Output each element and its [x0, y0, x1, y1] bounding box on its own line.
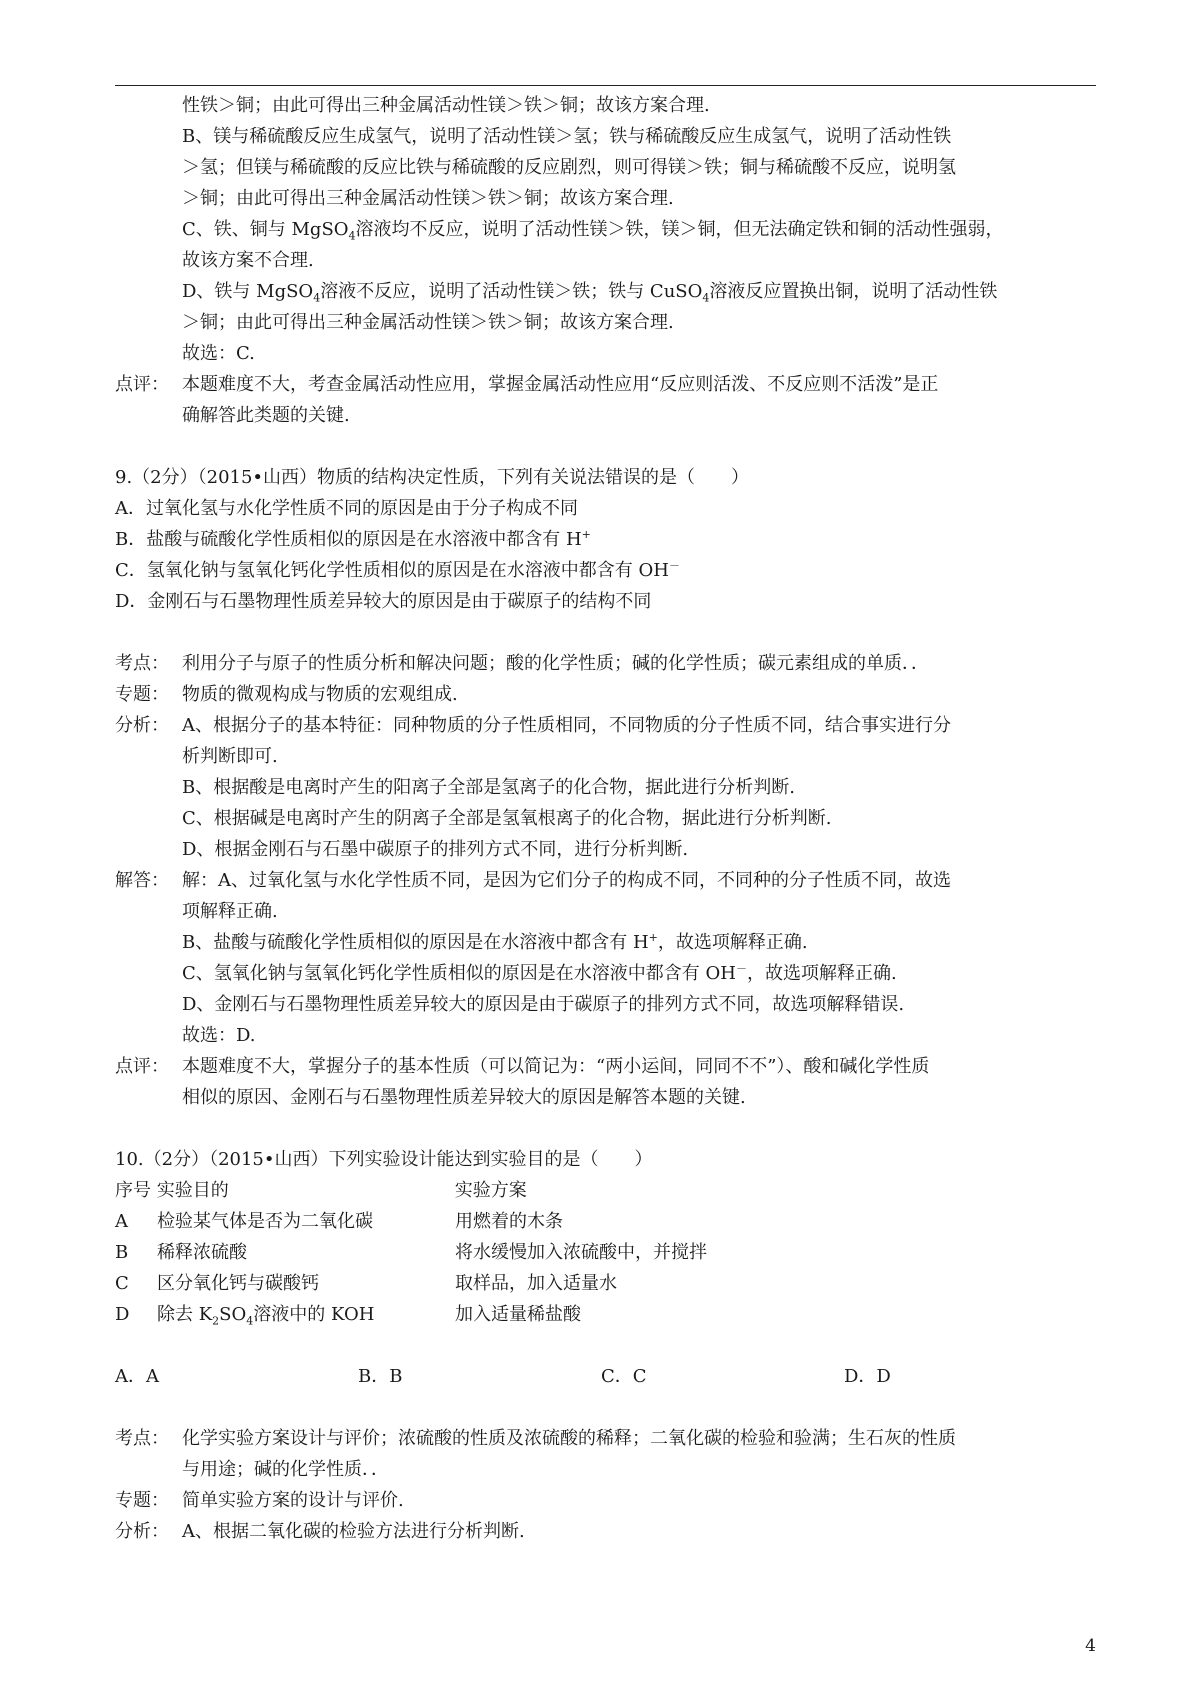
- q10-zhuanti: 专题： 简单实验方案的设计与评价.: [115, 1490, 404, 1511]
- q8-text-line: ＞铜；由此可得出三种金属活动性镁＞铁＞铜；故该方案合理.: [182, 312, 674, 333]
- q9-option-b: B．盐酸与硫酸化学性质相似的原因是在水溶液中都含有 H+: [115, 528, 591, 550]
- q8-text-line: ＞铜；由此可得出三种金属活动性镁＞铁＞铜；故该方案合理.: [182, 188, 674, 209]
- q10-fenxi: 分析： A、根据二氧化碳的检验方法进行分析判断.: [115, 1521, 525, 1542]
- q9-dianping-line: 相似的原因、金刚石与石墨物理性质差异较大的原因是解答本题的关键.: [182, 1087, 746, 1108]
- q8-text-line: ＞氢；但镁与稀硫酸的反应比铁与稀硫酸的反应剧烈，则可得镁＞铁；铜与稀硫酸不反应，说明氢: [182, 157, 956, 178]
- q8-text-line: B、镁与稀硫酸反应生成氢气，说明了活动性镁＞氢；铁与稀硫酸反应生成氢气，说明了活动性铁: [182, 126, 952, 147]
- q9-jieda-line: C、氢氧化钠与氢氧化钙化学性质相似的原因是在水溶液中都含有 OH－，故选项解释正确.: [182, 962, 897, 984]
- q9-jieda-line: D、金刚石与石墨物理性质差异较大的原因是由于碳原子的排列方式不同，故选项解释错误.: [182, 994, 905, 1015]
- q9-question: 9.（2分）（2015•山西）物质的结构决定性质，下列有关说法错误的是（ ）: [115, 467, 750, 488]
- review-label: 点评：: [115, 374, 169, 395]
- q10-table-row: A 检验某气体是否为二氧化碳 用燃着的木条: [115, 1211, 563, 1232]
- q10-table-row: C 区分氧化钙与碳酸钙 取样品，加入适量水: [115, 1273, 617, 1294]
- page-content: [115, 90, 1095, 1547]
- q9-dianping: 点评： 本题难度不大，掌握分子的基本性质（可以简记为：“两小运间，同同不不”）、酸和碱化学性质: [115, 1056, 930, 1077]
- q8-answer: 故选：C.: [182, 343, 255, 364]
- q9-jieda-line: B、盐酸与硫酸化学性质相似的原因是在水溶液中都含有 H+，故选项解释正确.: [182, 931, 808, 953]
- q9-zhuanti: 专题： 物质的微观构成与物质的宏观组成.: [115, 684, 458, 705]
- q9-fenxi-line: 析判断即可.: [182, 746, 278, 767]
- q10-table-row: D 除去 $K_2SO_4$溶液中的 KOH 加入适量稀盐酸: [115, 1304, 581, 1328]
- q10-option-a: A．A: [115, 1366, 159, 1387]
- q9-kaodian: 考点： 利用分子与原子的性质分析和解决问题；酸的化学性质；碱的化学性质；碳元素组成的单质．．: [115, 653, 929, 674]
- header-rule: [115, 85, 1096, 86]
- q8-text-line: 性铁＞铜；由此可得出三种金属活动性镁＞铁＞铜；故该方案合理.: [182, 95, 710, 116]
- q9-fenxi-line: D、根据金刚石与石墨中碳原子的排列方式不同，进行分析判断.: [182, 839, 689, 860]
- q9-option-a: A．过氧化氢与水化学性质不同的原因是由于分子构成不同: [115, 498, 578, 519]
- q8-text-line: C、铁、铜与 MgSO$_4$溶液均不反应，说明了活动性镁＞铁，镁＞铜，但无法确定铁和铜的活动性强弱，: [182, 219, 1004, 243]
- q10-kaodian-line: 与用途；碱的化学性质．．: [182, 1459, 389, 1480]
- q10-option-d: D．D: [844, 1366, 891, 1387]
- q9-fenxi-line: C、根据碱是电离时产生的阴离子全部是氢氧根离子的化合物，据此进行分析判断.: [182, 808, 832, 829]
- q9-option-c: C．氢氧化钠与氢氧化钙化学性质相似的原因是在水溶液中都含有 OH－: [115, 559, 680, 581]
- q9-option-d: D．金刚石与石墨物理性质差异较大的原因是由于碳原子的结构不同: [115, 591, 652, 612]
- q8-review-cont: 确解答此类题的关键.: [182, 405, 350, 426]
- q10-options: [115, 1361, 1095, 1392]
- page-number: 4: [1085, 1636, 1096, 1656]
- q8-review: 点评： 本题难度不大，考查金属活动性应用，掌握金属活动性应用“反应则活泼、不反应则不活泼”是正: [115, 369, 1095, 400]
- q8-text-line: 故该方案不合理.: [182, 250, 314, 271]
- q10-option-c: C．C: [601, 1366, 647, 1387]
- q10-table-header: 序号 实验目的 实验方案: [115, 1180, 527, 1201]
- q8-text-line: D、铁与 MgSO$_4$溶液不反应，说明了活动性镁＞铁；铁与 CuSO$_4$溶液反应置换出铜，说明了活动性铁: [182, 281, 998, 305]
- q10-question: 10.（2分）（2015•山西）下列实验设计能达到实验目的是（ ）: [115, 1149, 653, 1170]
- q9-jieda: 解答： 解：A、过氧化氢与水化学性质不同，是因为它们分子的构成不同，不同种的分子性质不同，故选: [115, 870, 951, 891]
- q9-jieda-line: 项解释正确.: [182, 901, 278, 922]
- q9-fenxi: 分析： A、根据分子的基本特征：同种物质的分子性质相同，不同物质的分子性质不同，结合事实进行分: [115, 715, 951, 736]
- q9-fenxi-line: B、根据酸是电离时产生的阳离子全部是氢离子的化合物，据此进行分析判断.: [182, 777, 795, 798]
- q10-kaodian: 考点： 化学实验方案设计与评价；浓硫酸的性质及浓硫酸的稀释；二氧化碳的检验和验满；生石灰的性质: [115, 1428, 956, 1449]
- q10-option-b: B．B: [358, 1366, 403, 1387]
- q10-table-row: B 稀释浓硫酸 将水缓慢加入浓硫酸中，并搅拌: [115, 1242, 707, 1263]
- q9-answer: 故选：D.: [182, 1025, 256, 1046]
